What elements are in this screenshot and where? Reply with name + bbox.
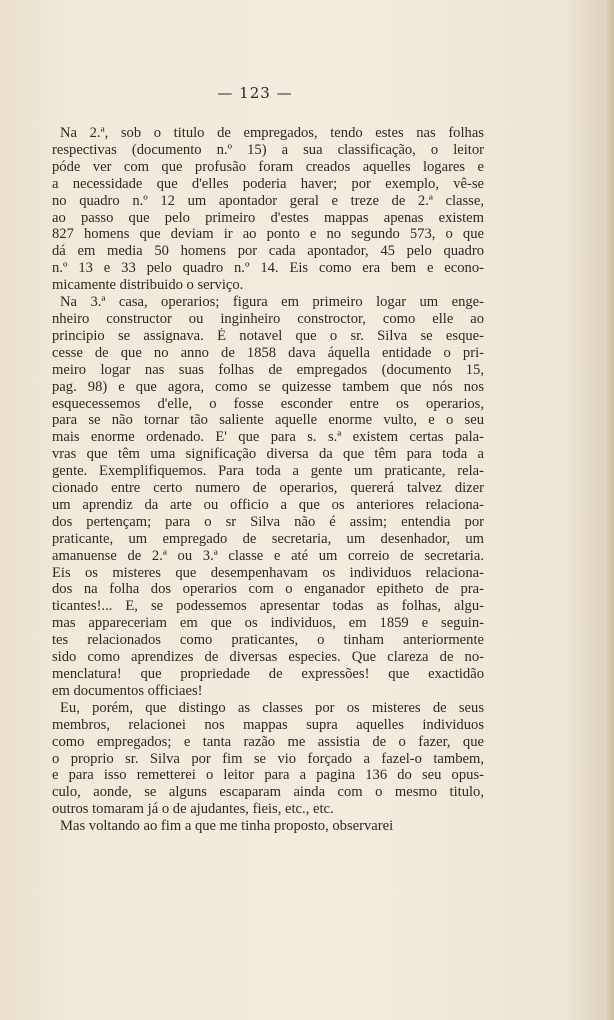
- text-line: um aprendiz da arte ou officio a que os anteriores relaciona-: [52, 496, 484, 513]
- paragraph: [52, 818, 484, 835]
- text-line: como empregados; e tanta razão me assistia de o fazer, que: [52, 733, 484, 750]
- text-line: esquecessemos d'elle, o fosse esconder entre os operarios,: [52, 395, 484, 412]
- text-line: Na 2.ª, sob o titulo de empregados, tendo estes nas folhas: [60, 125, 484, 141]
- text-line: no quadro n.º 12 um apontador geral e treze de 2.ª classe,: [52, 192, 484, 209]
- text-line: Eis os misteres que desempenhavam os individuos relaciona-: [52, 564, 484, 581]
- text-line: n.º 13 e 33 pelo quadro n.º 14. Eis como era bem e econo-: [52, 260, 484, 277]
- text-line: outros tomaram já o de ajudantes, fieis, etc., etc.: [52, 801, 334, 818]
- text-line: mais enorme ordenado. E' que para s. s.ª existem certas pala-: [52, 429, 484, 446]
- text-line: dá em media 50 homens por cada apontador, 45 pelo quadro: [52, 243, 484, 260]
- page-gutter-shadow: [604, 0, 614, 1020]
- text-line: dos na folha dos operarios com o enganador epitheto de pra-: [52, 581, 484, 598]
- text-line: vras que têm uma significação diversa da que têm para toda a: [52, 446, 484, 463]
- text-line: culo, aonde, se alguns escaparam ainda com o mesmo titulo,: [52, 784, 484, 801]
- text-line: nheiro constructor ou inginheiro constroctor, como elle ao: [52, 310, 484, 327]
- text-line: cesse de que no anno de 1858 dava áquella entidade o pri-: [52, 344, 484, 361]
- text-line: gente. Exemplifiquemos. Para toda a gente um praticante, rela-: [52, 463, 484, 480]
- text-line: ticantes!... E, se podessemos apresentar todas as folhas, algu-: [52, 598, 484, 615]
- text-line: tes relacionados como praticantes, o tinham anteriormente: [52, 632, 484, 649]
- text-line: mas appareceriam em que os individuos, em 1859 e seguin-: [52, 615, 484, 632]
- text-line: respectivas (documento n.º 15) a sua classificação, o leitor: [52, 141, 484, 158]
- body-text: [52, 125, 484, 835]
- text-line: amanuense de 2.ª ou 3.ª classe e até um correio de secretaria.: [52, 547, 484, 564]
- text-line: principio se assignava. É notavel que o sr. Silva se esque-: [52, 327, 484, 344]
- text-line: dos pertençam; para o sr Silva não é assim; entendia por: [52, 513, 484, 530]
- text-line: meiro logar nas suas folhas de empregados (documento 15,: [52, 361, 484, 378]
- text-line: menclatura! que propriedade de expressões! que exactidão: [52, 666, 484, 682]
- text-line: ao passo que pelo primeiro d'estes mappas apenas existem: [52, 209, 484, 226]
- page-number: — 123 —: [217, 84, 293, 102]
- text-line: para se não tornar tão saliente aquelle enorme vulto, e o seu: [52, 412, 484, 429]
- text-line: Mas voltando ao fim a que me tinha proposto, observarei: [60, 818, 394, 835]
- text-line: e para isso remetterei o leitor para a pagina 136 do seu opus-: [52, 767, 484, 784]
- text-line: pag. 98) e que agora, como se quizesse tambem que nós nos: [52, 378, 484, 395]
- text-line: cionado entre certo numero de operarios, quererá talvez dizer: [52, 480, 484, 497]
- text-line: Na 3.ª casa, operarios; figura em primeiro logar um enge-: [60, 294, 484, 311]
- text-line: Eu, porém, que distingo as classes por os misteres de seus: [60, 699, 484, 716]
- text-line: a necessidade que d'elles poderia haver; por exemplo, vê-se: [52, 175, 484, 192]
- text-line: em documentos officiaes!: [52, 682, 203, 699]
- paragraph: [52, 700, 484, 818]
- text-line: o proprio sr. Silva por fim se vio forçado a fazel-o tambem,: [52, 750, 484, 767]
- text-line: 827 homens que deviam ir ao ponto e no segundo 573, o que: [52, 226, 484, 243]
- text-line: micamente distribuido o serviço.: [52, 277, 244, 294]
- text-line: póde ver com que profusão foram creados aquelles logares e: [52, 158, 484, 175]
- paragraph: [52, 125, 484, 294]
- paragraph: [52, 294, 484, 700]
- text-line: membros, relacionei nos mappas supra aquelles individuos: [52, 716, 484, 733]
- text-line: sido como aprendizes de diversas especies. Que clareza de no-: [52, 649, 484, 666]
- text-line: praticante, um empregado de secretaria, um desenhador, um: [52, 530, 484, 547]
